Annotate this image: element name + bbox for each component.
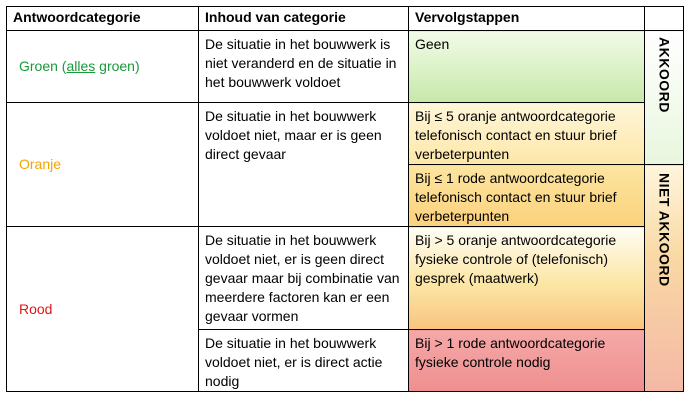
table-row [7, 31, 684, 103]
niet-akkoord-label: NIET AKKOORD [656, 173, 673, 287]
content-groen: De situatie in het bouwwerk is niet veranderd en de situatie in het bouwwerk voldoet [199, 31, 409, 103]
step-rood-2: Bij > 1 rode antwoordcategorie fysieke controle nodig [409, 330, 645, 392]
content-rood-2: De situatie in het bouwwerk voldoet niet, er is direct actie nodig [199, 330, 409, 392]
content-oranje: De situatie in het bouwwerk voldoet niet, maar er is geen direct gevaar [199, 103, 409, 227]
akkoord-label: AKKOORD [656, 37, 673, 113]
category-groen-suffix: groen) [95, 58, 140, 74]
category-groen [7, 31, 199, 103]
category-oranje: Oranje [7, 103, 199, 227]
categories-table [6, 6, 684, 392]
table-row [7, 103, 684, 165]
niet-akkoord-cell [645, 165, 684, 392]
header-inhoud: Inhoud van categorie [199, 7, 409, 31]
header-status-blank [645, 7, 684, 31]
akkoord-cell [645, 31, 684, 165]
category-rood: Rood [7, 227, 199, 392]
header-row [7, 7, 684, 31]
step-rood-1: Bij > 5 oranje antwoordcategorie fysieke controle of (telefonisch) gesprek (maatwerk) [409, 227, 645, 330]
step-oranje-2: Bij ≤ 1 rode antwoordcategorie telefonisch contact en stuur brief verbeterpunten [409, 165, 645, 227]
category-groen-prefix: Groen ( [19, 58, 67, 74]
header-vervolgstappen: Vervolgstappen [409, 7, 645, 31]
table-row [7, 227, 684, 330]
step-groen: Geen [409, 31, 645, 103]
content-rood-1: De situatie in het bouwwerk voldoet niet, er is geen direct gevaar maar bij combinatie van meerdere factoren kan er een gevaar vormen [199, 227, 409, 330]
category-groen-underlined: alles [66, 58, 96, 74]
header-antwoordcategorie: Antwoordcategorie [7, 7, 199, 31]
step-oranje-1: Bij ≤ 5 oranje antwoordcategorie telefonisch contact en stuur brief verbeterpunten [409, 103, 645, 165]
